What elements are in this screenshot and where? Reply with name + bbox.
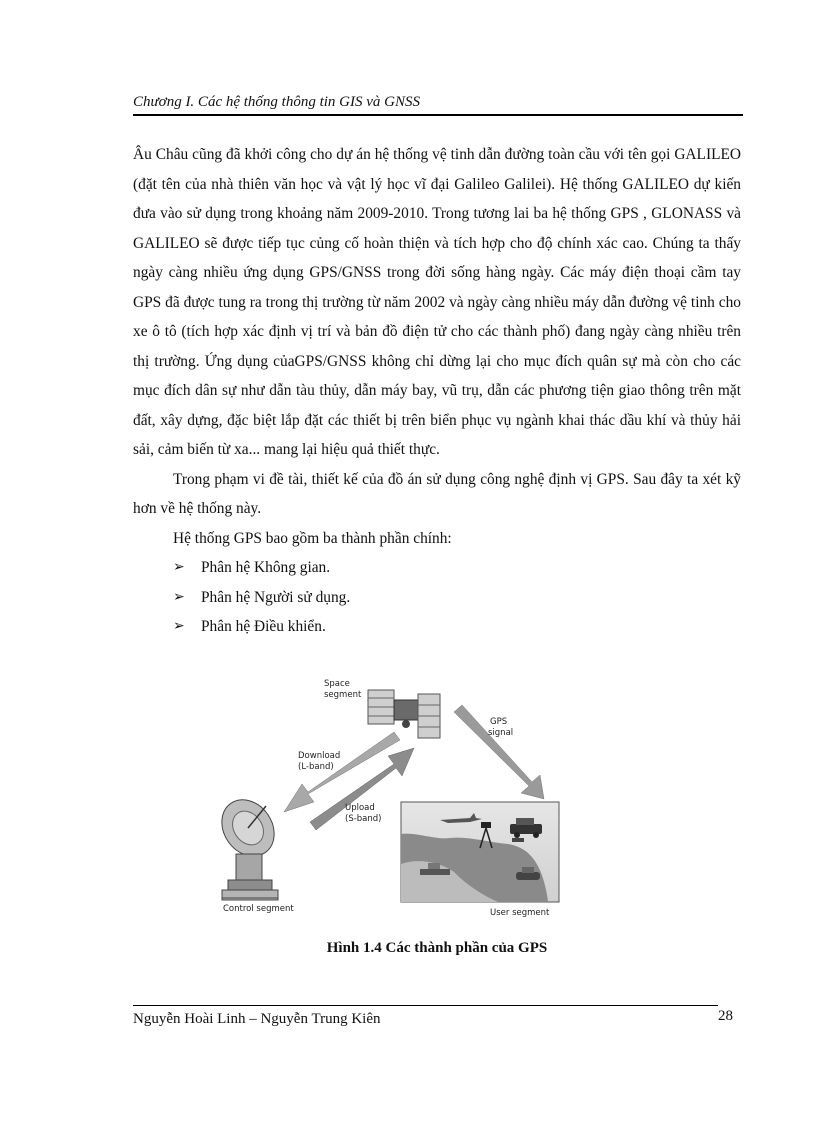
gps-diagram (218, 672, 563, 922)
footer-rule (133, 1005, 718, 1006)
space-segment-label-2: segment (324, 690, 362, 700)
gps-segments-figure (218, 672, 563, 922)
list-intro: Hệ thống GPS bao gồm ba thành phần chính: (173, 529, 452, 547)
control-segment-label: Control segment (223, 904, 294, 914)
arrow-bullet-icon: ➢ (173, 560, 185, 575)
satellite-icon (368, 690, 440, 738)
paragraph-scope: Trong phạm vi đề tài, thiết kế của đồ án sử dụng công nghệ định vị GPS. Sau đây ta xét kỹ hơn về hệ thống này. (133, 470, 741, 517)
space-segment-label-1: Space (324, 679, 350, 689)
footer-authors: Nguyễn Hoài Linh – Nguyễn Trung Kiên (133, 1011, 381, 1027)
arrow-bullet-icon: ➢ (173, 589, 185, 605)
chapter-header: Chương I. Các hệ thống thông tin GIS và GNSS (133, 94, 420, 110)
user-segment-scene (401, 802, 559, 902)
page-number: 28 (718, 1008, 733, 1024)
header-rule (133, 114, 743, 116)
gps-components-list (133, 553, 741, 642)
list-item (173, 583, 741, 613)
list-item (173, 612, 741, 642)
download-label-1: Download (298, 751, 341, 761)
upload-label-1: Upload (345, 803, 375, 813)
list-item-label: Phân hệ Không gian. (201, 559, 331, 576)
upload-label-2: (S-band) (345, 814, 382, 824)
gps-signal-label-2: signal (488, 728, 514, 738)
list-item-label: Phân hệ Người sử dụng. (201, 588, 351, 606)
list-item-label: Phân hệ Điều khiển. (201, 618, 326, 635)
body-text (133, 140, 741, 642)
arrow-bullet-icon: ➢ (173, 619, 185, 634)
paragraph-galileo: Âu Châu cũng đã khởi công cho dự án hệ thống vệ tinh dẫn đường toàn cầu với tên gọi GALILEO (đặt tên của nhà thiên văn học và vật lý học vĩ đại Galileo Galilei). Hệ thống GALILEO dự kiến đưa vào sử dụng trong khoảng năm 2009-2010. Trong tương lai ba hệ thống GPS , GLONASS và GALILEO sẽ được tiếp tục củng cố hoàn thiện và tích hợp cho độ chính xác cao. Chúng ta thấy ngày càng nhiều ứng dụng GPS/GNSS trong đời sống hàng ngày. Các máy điện thoại cầm tay GPS đã được tung ra trong thị trường từ năm 2002 và ngày càng nhiều máy dẫn đường vệ tinh cho xe ô tô (tích hợp xác định vị trí và bản đồ điện tử cho các thành phố) đang ngày càng nhiều trên thị trường. Ứng dụng củaGPS/GNSS không chỉ dừng lại cho mục đích quân sự mà còn cho các mục đích dân sự như dẫn tàu thủy, dẫn máy bay, vũ trụ, dẫn các phương tiện giao thông trên mặt đất, xây dựng, đặc biệt lắp đặt các thiết bị trên biển phục vụ ngành khai thác dầu khí và thủy hải sải, cảm biến từ xa... mang lại hiệu quả thiết thực. (133, 146, 741, 458)
gps-signal-label-1: GPS (490, 717, 508, 727)
figure-caption: Hình 1.4 Các thành phần của GPS (326, 940, 548, 956)
ground-antenna-icon (218, 790, 285, 900)
download-label-2: (L-band) (298, 762, 334, 772)
user-segment-label: User segment (490, 908, 550, 918)
list-item (173, 553, 741, 583)
